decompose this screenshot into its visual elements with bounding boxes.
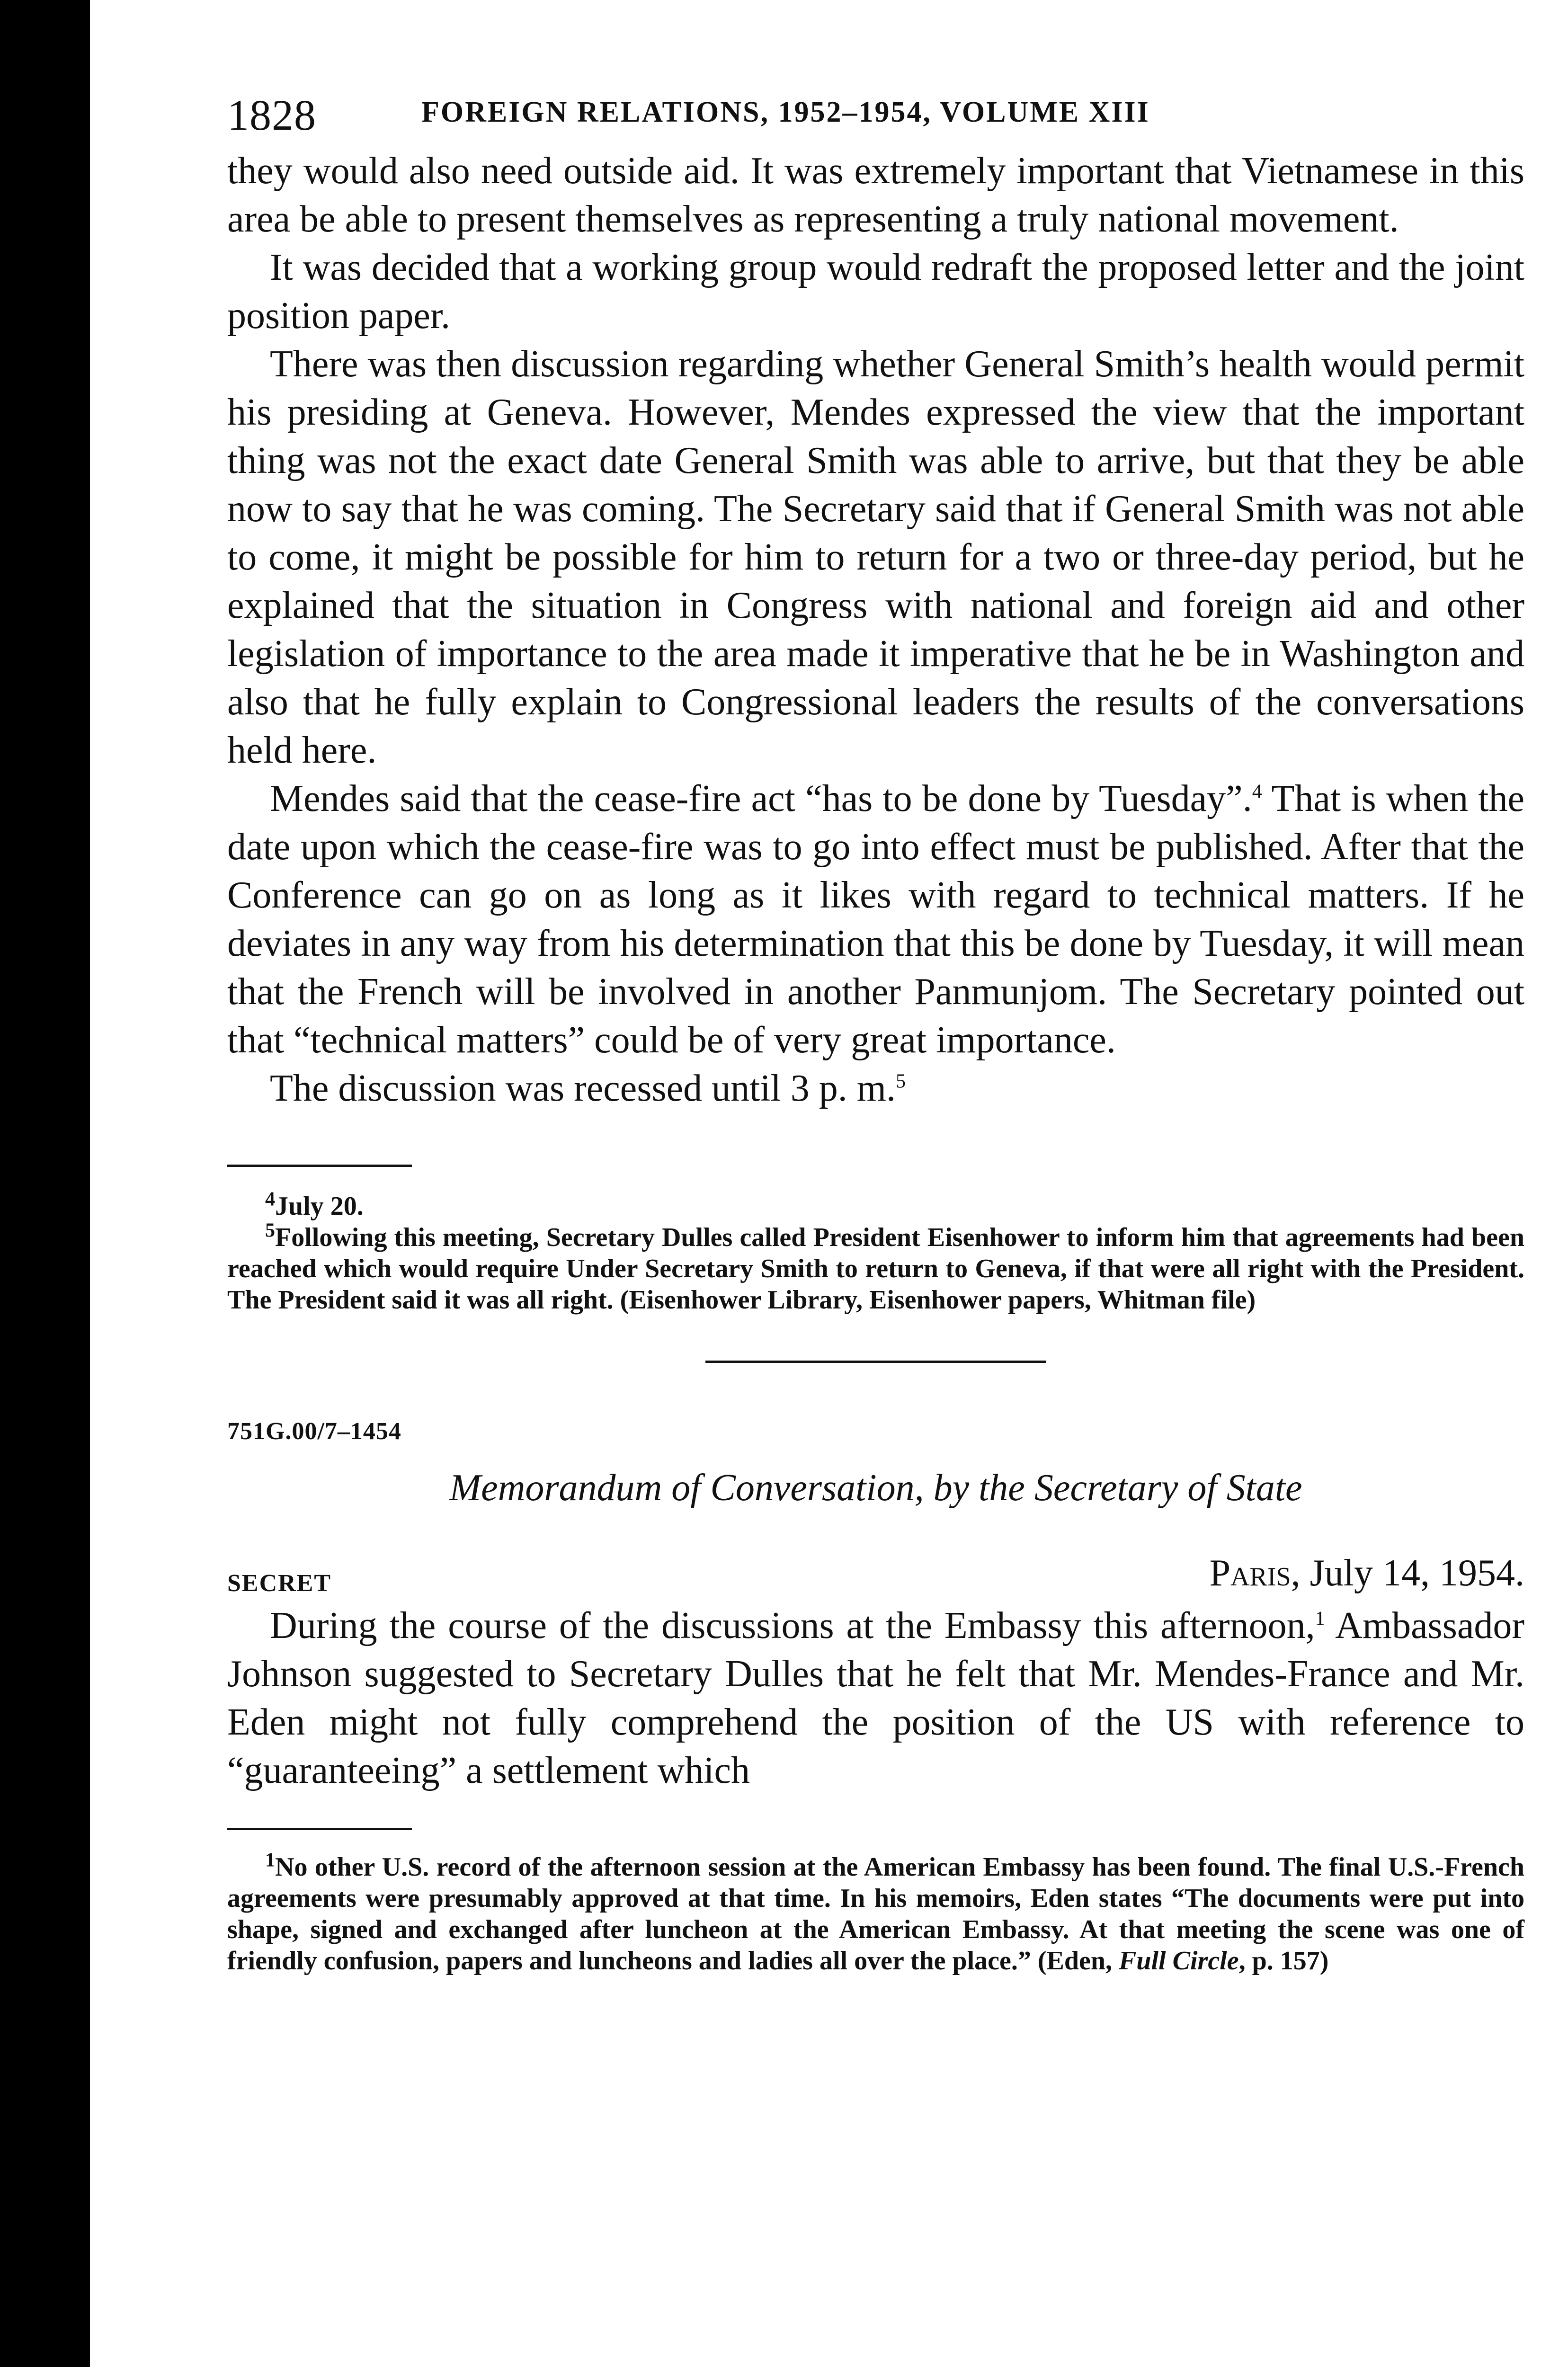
running-title: FOREIGN RELATIONS, 1952–1954, VOLUME XIII bbox=[421, 96, 1150, 128]
paragraph: they would also need outside aid. It was extremely important that Vietnamese in this area be able to present themselves as representing a truly national movement. bbox=[227, 150, 1524, 240]
footnotes-bottom bbox=[227, 1851, 1524, 1976]
footnote-text: No other U.S. record of the afternoon session at the American Embassy has been found. The final U.S.-French agreements were presumably approved at that time. In his memoirs, Eden states “The documents were put into shape, signed and exchanged after luncheon at the American Embassy. At that meeting the scene was one of friendly confusion, papers and luncheons and ladies all over the place.” (Eden, bbox=[227, 1852, 1524, 1975]
document-separator bbox=[705, 1361, 1046, 1363]
footnote-text: July 20. bbox=[275, 1192, 364, 1221]
document-title: Memorandum of Conversation, by the Secretary of State bbox=[449, 1467, 1302, 1509]
footnote-ref: 5 bbox=[896, 1070, 906, 1093]
paragraph-text: That is when the date upon which the cease-fire was to go into effect must be published. After that the Conference can go on as long as it likes with regard to technical matters. If he deviates in any way from his determination that this be done by Tuesday, it will mean that the French will be involved in another Panmunjom. The Secretary pointed out that “technical matters” could be of very great importance. bbox=[227, 778, 1525, 1061]
file-number: 751G.00/7–1454 bbox=[227, 1418, 401, 1445]
paragraph bbox=[227, 774, 1524, 1064]
place-date bbox=[1210, 1549, 1524, 1597]
footnote-text: Following this meeting, Secretary Dulles called President Eisenhower to inform him that agreements had been reached which would require Under Secretary Smith to return to Geneva, if that were all right with the President. The President said it was all right. (Eisenhower Library, Eisenhower papers, Whitman file) bbox=[227, 1223, 1524, 1315]
date: July 14, 1954. bbox=[1300, 1552, 1524, 1594]
footnote-number: 4 bbox=[265, 1188, 275, 1210]
footnote bbox=[227, 1219, 1524, 1316]
body-text bbox=[227, 147, 1524, 1112]
paragraph bbox=[227, 1602, 1524, 1795]
place: Paris, bbox=[1209, 1552, 1301, 1594]
footnote bbox=[227, 1851, 1524, 1976]
memo-body bbox=[227, 1602, 1524, 1795]
footnote-text: , p. 157) bbox=[1238, 1946, 1329, 1975]
book-title: Full Circle bbox=[1119, 1946, 1239, 1975]
footnote-rule bbox=[227, 1828, 412, 1830]
footnote-ref: 1 bbox=[1315, 1608, 1325, 1630]
scan-edge-bar bbox=[0, 0, 90, 2367]
classification-row bbox=[227, 1549, 1524, 1602]
paragraph: There was then discussion regarding whether General Smith’s health would permit his presiding at Geneva. However, Mendes expressed the view that the important thing was not the exact date General Smith was able to arrive, but that they be able now to say that he was coming. The Secretary said that if General Smith was not able to come, it might be possible for him to return for a two or three-day period, but he explained that the situation in Congress with national and foreign aid and other legislation of importance to the area made it imperative that he be in Washington and also that he fully explain to Congressional leaders the results of the conversations held here. bbox=[227, 343, 1524, 771]
footnote-number: 5 bbox=[265, 1219, 275, 1242]
classification: SECRET bbox=[227, 1570, 332, 1597]
paragraph-text: Ambassador Johnson suggested to Secretary Dulles that he felt that Mr. Mendes-France and Mr. Eden might not fully comprehend the position of the US with reference to “guaranteeing” a settlement which bbox=[227, 1605, 1524, 1791]
paragraph-text: During the course of the discussions at the Embassy this afternoon, bbox=[270, 1605, 1315, 1646]
footnote-number: 1 bbox=[265, 1849, 275, 1871]
paragraph-text: Mendes said that the cease-fire act “has to be done by Tuesday”. bbox=[270, 778, 1252, 819]
document-page bbox=[227, 71, 1524, 2367]
paragraph-text: The discussion was recessed until 3 p. m. bbox=[270, 1068, 896, 1109]
footnote bbox=[227, 1188, 1524, 1222]
page-number: 1828 bbox=[227, 91, 316, 139]
running-head bbox=[227, 71, 1524, 147]
footnote-ref: 4 bbox=[1252, 781, 1262, 803]
footnote-rule bbox=[227, 1165, 412, 1167]
footnotes-top bbox=[227, 1188, 1524, 1316]
paragraph bbox=[227, 1064, 1524, 1112]
paragraph: It was decided that a working group would redraft the proposed letter and the joint position paper. bbox=[227, 247, 1524, 337]
